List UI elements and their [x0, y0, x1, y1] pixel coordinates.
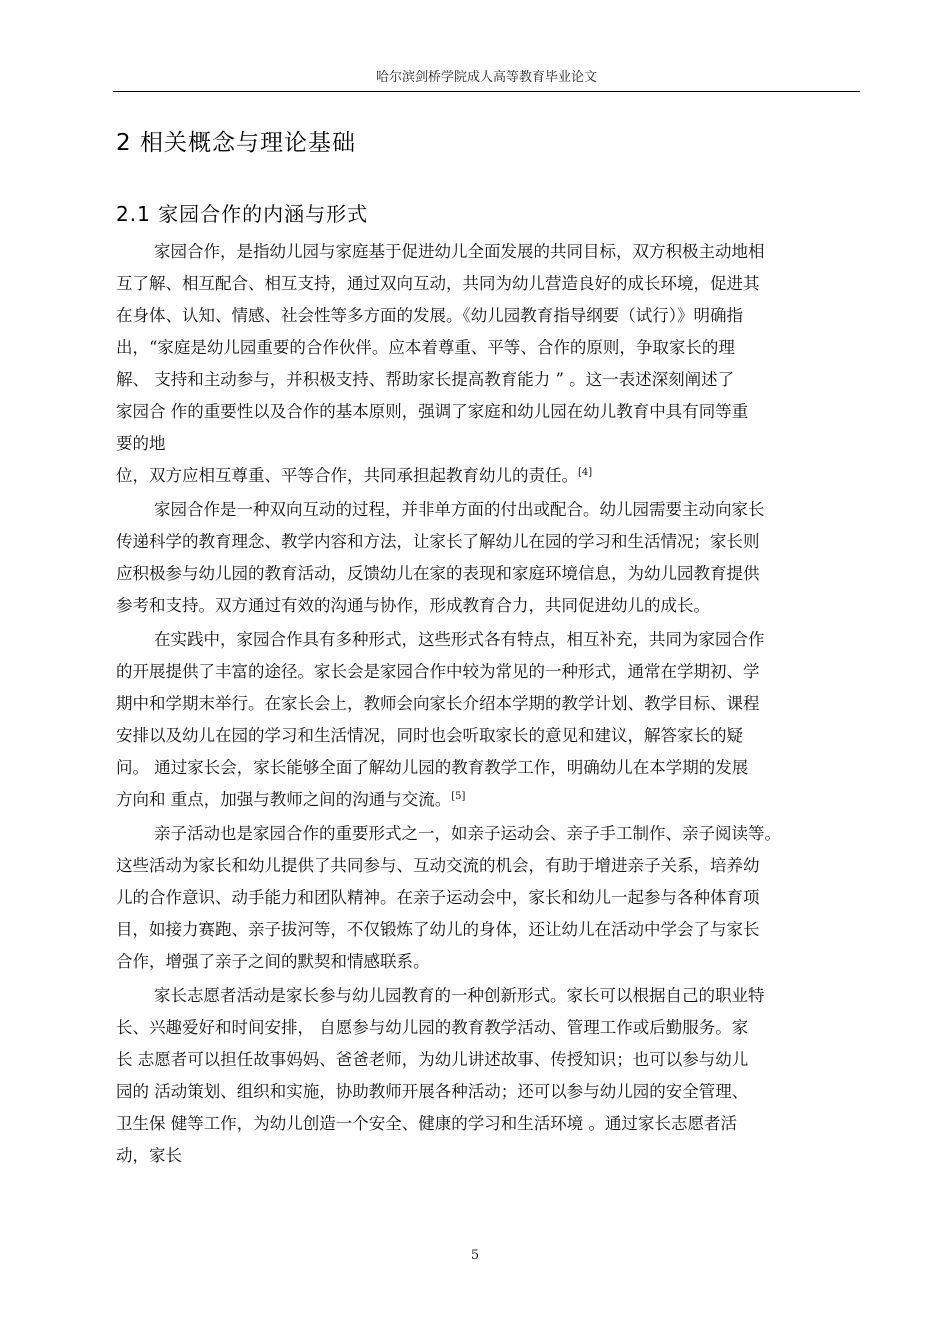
text-line: 园的 活动策划、组织和实施，协助教师开展各种活动；还可以参与幼儿园的安全管理、 — [116, 1082, 749, 1101]
text-line: 参考和支持。双方通过有效的沟通与协作，形成教育合力，共同促进幼儿的成长。 — [116, 596, 710, 615]
text-line: 目，如接力赛跑、亲子拔河等，不仅锻炼了幼儿的身体，还让幼儿在活动中学会了与家长 — [116, 920, 760, 939]
text-line: 出，“家庭是幼儿园重要的合作伙伴。应本着尊重、平等、合作的原则，争取家长的理 — [116, 338, 735, 357]
text-line: 安排以及幼儿在园的学习和生活情况，同时也会听取家长的意见和建议，解答家长的疑 — [116, 726, 743, 745]
citation-marker: [5] — [451, 791, 466, 802]
text-line: 在身体、认知、情感、社会性等多方面的发展。《幼儿园教育指导纲要（试行）》明确指 — [116, 306, 743, 325]
page-number: 5 — [470, 1248, 480, 1263]
paragraph — [116, 236, 868, 492]
text-line: 家园合作，是指幼儿园与家庭基于促进幼儿全面发展的共同目标，双方积极主动地相 — [154, 242, 765, 261]
text-line: 家长志愿者活动是家长参与幼儿园教育的一种创新形式。家长可以根据自己的职业特 — [154, 986, 765, 1005]
section-heading: 2.1 家园合作的内涵与形式 — [116, 202, 369, 226]
text-line: 互了解、相互配合、相互支持，通过双向互动，共同为幼儿营造良好的成长环境，促进其 — [116, 274, 760, 293]
text-line: 亲子活动也是家园合作的重要形式之一，如亲子运动会、亲子手工制作、亲子阅读等。 — [154, 824, 781, 843]
text-line — [116, 460, 868, 492]
paragraph — [116, 818, 868, 978]
text-line: 动，家长 — [116, 1146, 182, 1165]
line-text: 方向和 重点，加强与教师之间的沟通与交流。 — [116, 790, 452, 809]
text-line: 儿的合作意识、动手能力和团队精神。在亲子运动会中，家长和幼儿一起参与各种体育项 — [116, 888, 760, 907]
text-line: 卫生保 健等工作，为幼儿创造一个安全、健康的学习和生活环境 。通过家长志愿者活 — [116, 1114, 737, 1133]
text-line: 要的地 — [116, 434, 166, 453]
text-line: 问。 通过家长会，家长能够全面了解幼儿园的教育教学工作，明确幼儿在本学期的发展 — [116, 758, 749, 777]
body-text — [116, 236, 868, 1172]
paragraph — [116, 980, 868, 1172]
text-line: 在实践中，家园合作具有多种形式，这些形式各有特点，相互补充，共同为家园合作 — [154, 630, 765, 649]
text-line: 长 志愿者可以担任故事妈妈、爸爸老师，为幼儿讲述故事、传授知识；也可以参与幼儿 — [116, 1050, 749, 1069]
text-line: 合作，增强了亲子之间的默契和情感联系。 — [116, 952, 430, 971]
paragraph — [116, 624, 868, 816]
text-line — [116, 784, 868, 816]
text-line: 解、 支持和主动参与，并积极支持、帮助家长提高教育能力 ” 。这一表述深刻阐述了 — [116, 370, 735, 389]
text-line: 家园合 作的重要性以及合作的基本原则，强调了家庭和幼儿园在幼儿教育中具有同等重 — [116, 402, 749, 421]
text-line: 期中和学期末举行。在家长会上，教师会向家长介绍本学期的教学计划、教学目标、课程 — [116, 694, 760, 713]
text-line: 这些活动为家长和幼儿提供了共同参与、互动交流的机会，有助于增进亲子关系，培养幼 — [116, 856, 760, 875]
page-header: 哈尔滨剑桥学院成人高等教育毕业论文 — [113, 66, 860, 92]
text-line: 家园合作是一种双向互动的过程，并非单方面的付出或配合。幼儿园需要主动向家长 — [154, 500, 765, 519]
paragraph — [116, 494, 868, 622]
text-line: 应积极参与幼儿园的教育活动，反馈幼儿在家的表现和家庭环境信息，为幼儿园教育提供 — [116, 564, 760, 583]
chapter-heading: 2 相关概念与理论基础 — [116, 130, 356, 156]
line-text: 位，双方应相互尊重、平等合作，共同承担起教育幼儿的责任。 — [116, 466, 578, 485]
citation-marker: [4] — [578, 467, 593, 478]
text-line: 传递科学的教育理念、教学内容和方法，让家长了解幼儿在园的学习和生活情况；家长则 — [116, 532, 760, 551]
text-line: 的开展提供了丰富的途径。家长会是家园合作中较为常见的一种形式，通常在学期初、学 — [116, 662, 760, 681]
text-line: 长、兴趣爱好和时间安排， 自愿参与幼儿园的教育教学活动、管理工作或后勤服务。家 — [116, 1018, 749, 1037]
